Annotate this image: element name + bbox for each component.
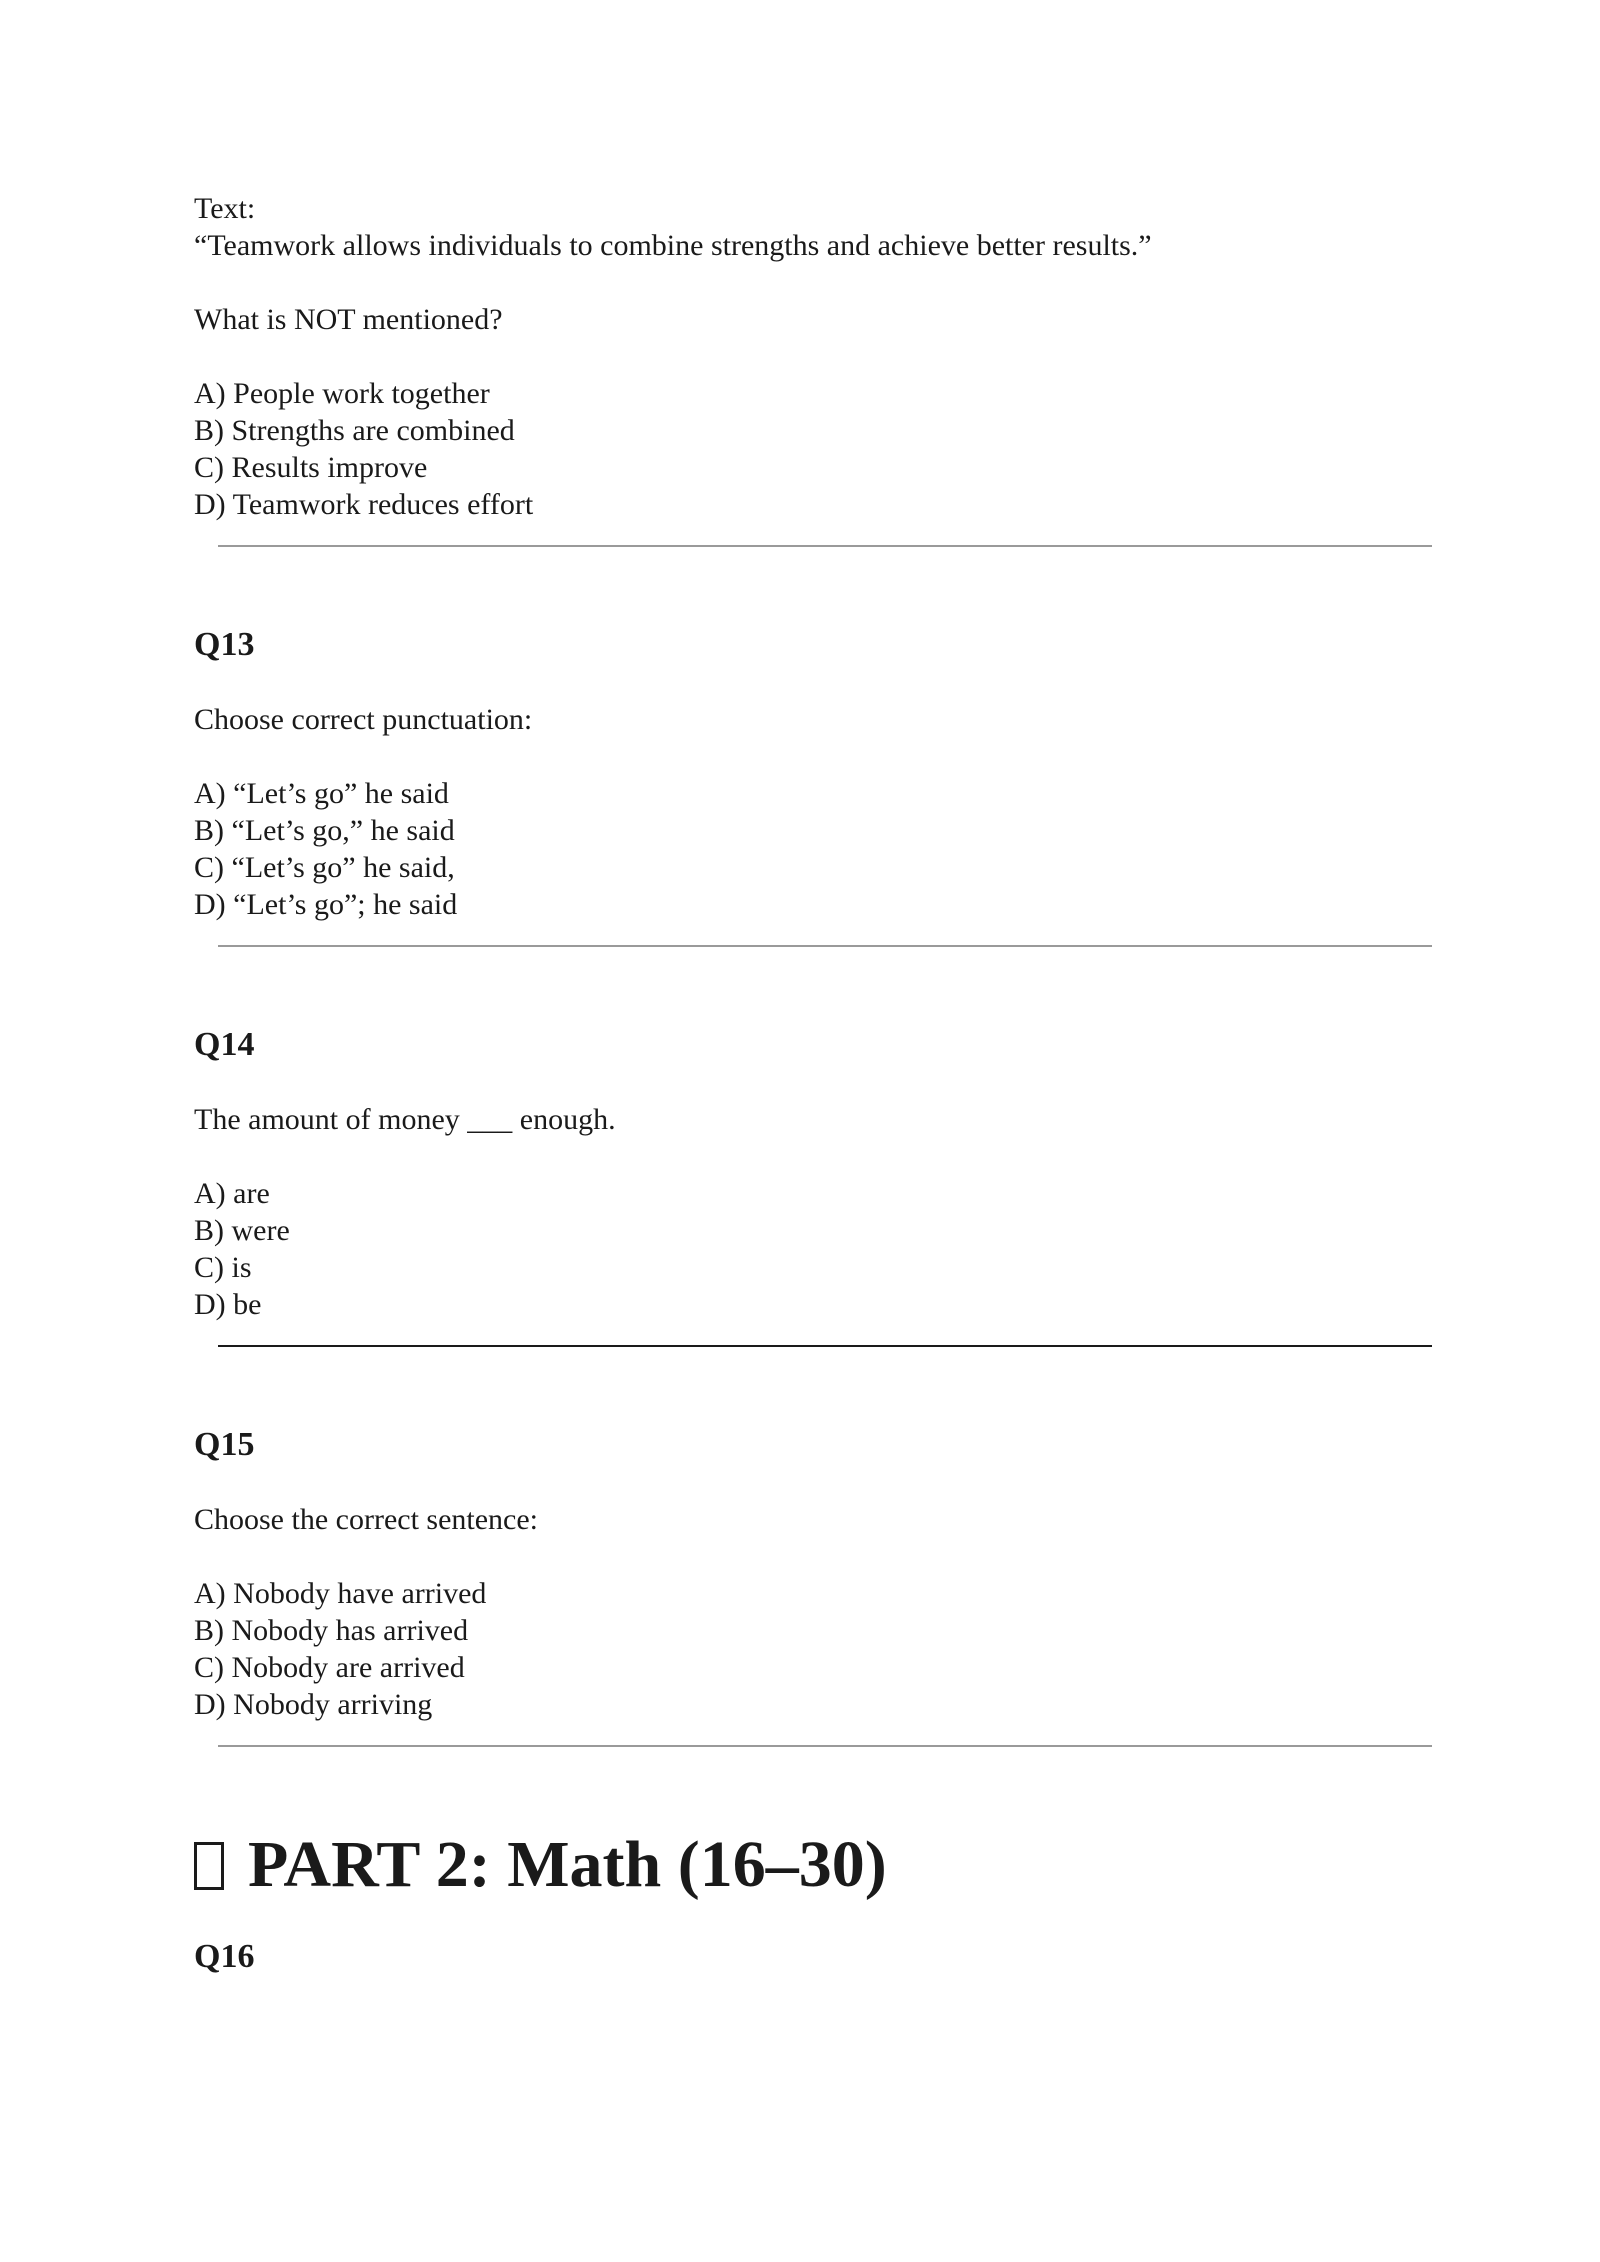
question-16 bbox=[194, 1937, 1434, 1977]
question-prompt: Choose the correct sentence: bbox=[194, 1503, 539, 1536]
divider bbox=[218, 1345, 1432, 1347]
option-d: D) “Let’s go”; he said bbox=[194, 888, 458, 921]
question-heading: Q14 bbox=[194, 1026, 255, 1063]
answer-options bbox=[194, 1575, 1434, 1723]
option-d: D) be bbox=[194, 1288, 262, 1321]
divider bbox=[218, 1745, 1432, 1747]
question-prompt: What is NOT mentioned? bbox=[194, 303, 503, 336]
missing-glyph-icon bbox=[194, 1842, 224, 1890]
option-c: C) Results improve bbox=[194, 451, 428, 484]
answer-options bbox=[194, 375, 1434, 523]
question-prompt: The amount of money ___ enough. bbox=[194, 1103, 616, 1136]
section-title: PART 2: Math (16–30) bbox=[248, 1828, 887, 1901]
question-prompt: Choose correct punctuation: bbox=[194, 703, 533, 736]
option-a: A) People work together bbox=[194, 377, 490, 410]
option-a: A) “Let’s go” he said bbox=[194, 777, 449, 810]
option-c: C) “Let’s go” he said, bbox=[194, 851, 455, 884]
option-d: D) Teamwork reduces effort bbox=[194, 488, 534, 521]
passage-quote: “Teamwork allows individuals to combine strengths and achieve better results.” bbox=[194, 229, 1152, 262]
option-c: C) is bbox=[194, 1251, 252, 1284]
option-b: B) Nobody has arrived bbox=[194, 1614, 469, 1647]
question-15 bbox=[194, 1425, 1434, 1723]
passage-label: Text: bbox=[194, 192, 256, 225]
answer-options bbox=[194, 775, 1434, 923]
option-b: B) were bbox=[194, 1214, 290, 1247]
divider bbox=[218, 945, 1432, 947]
option-d: D) Nobody arriving bbox=[194, 1688, 433, 1721]
question-heading: Q15 bbox=[194, 1426, 255, 1463]
option-a: A) Nobody have arrived bbox=[194, 1577, 487, 1610]
option-b: B) Strengths are combined bbox=[194, 414, 515, 447]
question-heading: Q16 bbox=[194, 1938, 255, 1975]
option-a: A) are bbox=[194, 1177, 270, 1210]
question-13 bbox=[194, 625, 1434, 923]
question-heading: Q13 bbox=[194, 626, 255, 663]
section-heading-part-2 bbox=[194, 1827, 1434, 1903]
question-14 bbox=[194, 1025, 1434, 1323]
option-c: C) Nobody are arrived bbox=[194, 1651, 465, 1684]
divider bbox=[218, 545, 1432, 547]
option-b: B) “Let’s go,” he said bbox=[194, 814, 455, 847]
passage-question bbox=[194, 190, 1434, 523]
document-page bbox=[194, 190, 1434, 1977]
answer-options bbox=[194, 1175, 1434, 1323]
